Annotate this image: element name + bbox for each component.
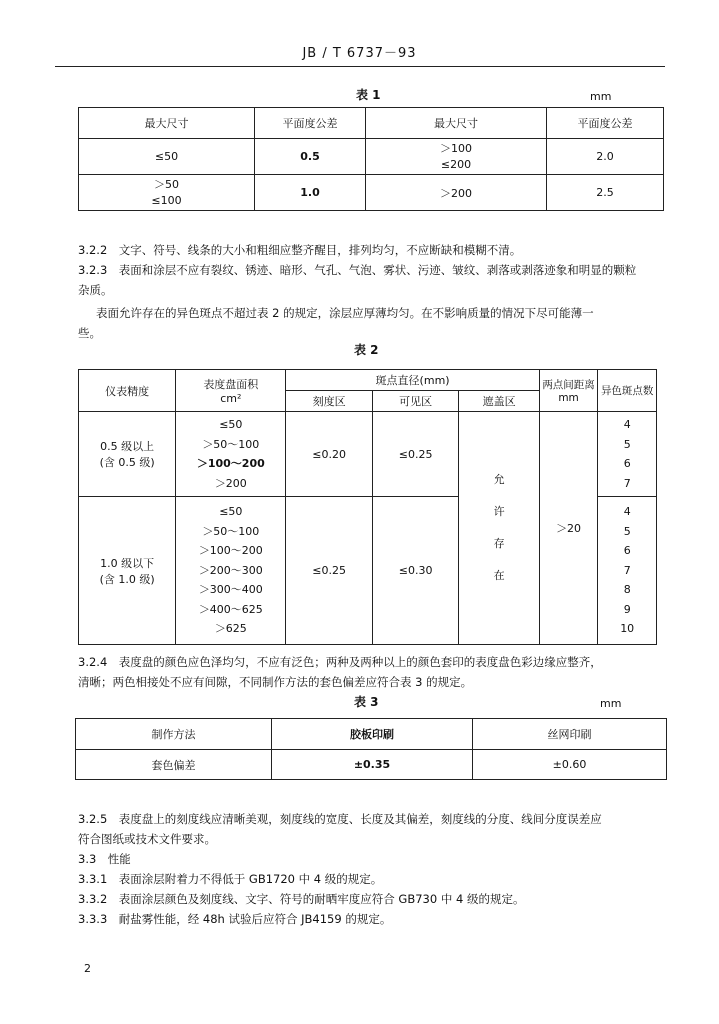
table1-cell: ≤50: [79, 139, 255, 175]
table2-area-value: ＞625: [214, 622, 247, 636]
clause-3-3-1: 3.3.1 表面涂层附着力不得低于 GB1720 中 4 级的规定。: [78, 872, 383, 886]
table3-header-cell: 制作方法: [76, 719, 272, 750]
clause-3-2-4: 3.2.4 表度盘的颜色应色泽均匀，不应有泛色；两种及两种以上的颜色套印的表度盘色彩边缘应整齐，: [78, 655, 602, 669]
table2-distance-merged: ＞20: [539, 412, 598, 645]
table2-count-value: 6: [623, 544, 631, 558]
table2-areas-2: [176, 497, 286, 645]
table2-count-value: 7: [623, 476, 631, 490]
table1-cell: 1.0: [255, 175, 366, 211]
table2-count-value: 9: [623, 602, 631, 616]
table2-cover-merged: [459, 412, 539, 645]
table2-area-value: ≤50: [219, 505, 243, 519]
table2-area-value: ＞50～100: [202, 524, 260, 538]
table2-visible-1: ≤0.25: [372, 412, 459, 497]
table1-cell: 2.5: [547, 175, 664, 211]
table1-cell: ＞200: [366, 175, 547, 211]
table2-caption: 表 2: [354, 343, 379, 357]
clause-3-2-4-cont: 清晰；两色相接处不应有间隙，不同制作方法的套色偏差应符合表 3 的规定。: [78, 675, 473, 689]
document-header: JB / T 6737－93: [302, 46, 417, 61]
table2-area-value: ＞300～400: [198, 583, 263, 597]
table-row: [79, 412, 657, 497]
table2-count-value: 8: [623, 583, 631, 597]
table2-grade-2: [79, 497, 176, 645]
table2-area-value: ＞50～100: [202, 437, 260, 451]
table2-counts-1: [598, 412, 657, 497]
table1-cell: 0.5: [255, 139, 366, 175]
table2-count-value: 7: [623, 563, 631, 577]
table-row: [79, 139, 664, 175]
table2-area-value: ＞100～200: [196, 457, 265, 470]
table2-grade-line: 0.5 级以上: [100, 440, 155, 453]
table-row: [76, 750, 667, 780]
table1-cell-line: ≤200: [440, 157, 472, 171]
table2-areas-1: [176, 412, 286, 497]
clause-3-2-3: 3.2.3 表面和涂层不应有裂纹、锈迹、暗形、气孔、气泡、雾状、污迹、皱纹、剥落或剥落迹象和明显的颗粒: [78, 263, 637, 277]
table3-caption: 表 3: [354, 695, 379, 709]
table2-scale-1: ≤0.20: [286, 412, 373, 497]
table1-cell-line: ＞100: [440, 141, 472, 155]
clause-3-2-2: 3.2.2 文字、符号、线条的大小和粗细应整齐醒目，排列均匀，不应断缺和模糊不清。: [78, 243, 522, 257]
table2-scale-2: ≤0.25: [286, 497, 373, 645]
table1-cell: [366, 139, 547, 175]
page-number: 2: [84, 962, 91, 975]
table2-count-value: 4: [623, 505, 631, 519]
table2-header-grade: 仪表精度: [79, 370, 176, 412]
clause-3-2-3-note-cont: 些。: [78, 326, 101, 340]
table1: [78, 107, 664, 211]
table2-area-value: ＞200: [214, 476, 247, 490]
table2-count-value: 4: [623, 418, 631, 431]
clause-3-3-2: 3.3.2 表面涂层颜色及刻度线、文字、符号的耐晒牢度应符合 GB730 中 4 级的规定。: [78, 892, 525, 906]
table2-header-scale: 刻度区: [286, 391, 373, 412]
table3-header-cell: 丝网印刷: [473, 719, 667, 750]
table3-cell: 套色偏差: [76, 750, 272, 780]
table3-cell: ±0.60: [473, 750, 667, 780]
table2-visible-2: ≤0.30: [372, 497, 459, 645]
table2-count-value: 10: [620, 622, 635, 636]
table2-cover-char: 允: [493, 473, 505, 486]
table2-area-value: ＞100～200: [198, 544, 263, 558]
table2-cover-char: 在: [493, 569, 505, 582]
table3-unit: mm: [600, 697, 622, 710]
table2-grade-line: 1.0 级以下: [100, 556, 155, 570]
table1-caption: 表 1: [356, 88, 381, 102]
table2-grade-1: [79, 412, 176, 497]
table2-header-distance: 两点间距离 mm: [539, 370, 598, 412]
table2-count-value: 6: [623, 457, 631, 470]
table3: [75, 718, 667, 780]
clause-3-3: 3.3 性能: [78, 852, 131, 866]
table2-counts-2: [598, 497, 657, 645]
table2-header-area: [176, 370, 286, 412]
clause-3-2-5: 3.2.5 表度盘上的刻度线应清晰美观，刻度线的宽度、长度及其偏差，刻度线的分度、线间分度误差应: [78, 812, 602, 826]
table2: [78, 369, 657, 645]
table3-cell: ±0.35: [272, 750, 473, 780]
table2-area-value: ＞200～300: [198, 563, 263, 577]
table2-header-visible: 可见区: [372, 391, 459, 412]
table2-cover-char: 存: [493, 537, 505, 550]
table2-header-count: 异色斑点数: [598, 370, 657, 412]
table1-header-cell: 最大尺寸: [366, 108, 547, 139]
table1-unit: mm: [590, 90, 612, 103]
table2-grade-line: (含 1.0 级): [99, 572, 155, 586]
table2-header-area-unit: cm²: [220, 392, 242, 405]
table1-header-cell: 最大尺寸: [79, 108, 255, 139]
table2-cover-char: 许: [493, 505, 505, 518]
table2-header-area-label: 表度盘面积: [203, 378, 259, 391]
clause-3-2-3-cont: 杂质。: [78, 283, 113, 297]
table2-area-value: ≤50: [219, 418, 243, 431]
table1-header-cell: 平面度公差: [255, 108, 366, 139]
table2-count-value: 5: [623, 437, 631, 451]
table1-cell: [79, 175, 255, 211]
table2-grade-line: (含 0.5 级): [99, 456, 155, 469]
table-row: [79, 175, 664, 211]
clause-3-2-5-cont: 符合图纸或技术文件要求。: [78, 832, 216, 846]
table1-cell: 2.0: [547, 139, 664, 175]
table1-header-cell: 平面度公差: [547, 108, 664, 139]
header-rule: [55, 66, 665, 67]
clause-3-3-3: 3.3.3 耐盐雾性能，经 48h 试验后应符合 JB4159 的规定。: [78, 912, 392, 926]
table2-count-value: 5: [623, 524, 631, 538]
table1-cell-line: ＞50: [154, 177, 179, 191]
table2-header-diameter: 斑点直径(mm): [286, 370, 539, 391]
clause-3-2-3-note: 表面允许存在的异色斑点不超过表 2 的规定，涂层应厚薄均匀。在不影响质量的情况下尽可能薄一: [96, 306, 594, 320]
table1-cell-line: ≤100: [151, 193, 182, 207]
table2-area-value: ＞400～625: [198, 602, 263, 616]
table2-header-cover: 遮盖区: [459, 391, 539, 412]
table3-header-cell: 胶板印刷: [272, 719, 473, 750]
